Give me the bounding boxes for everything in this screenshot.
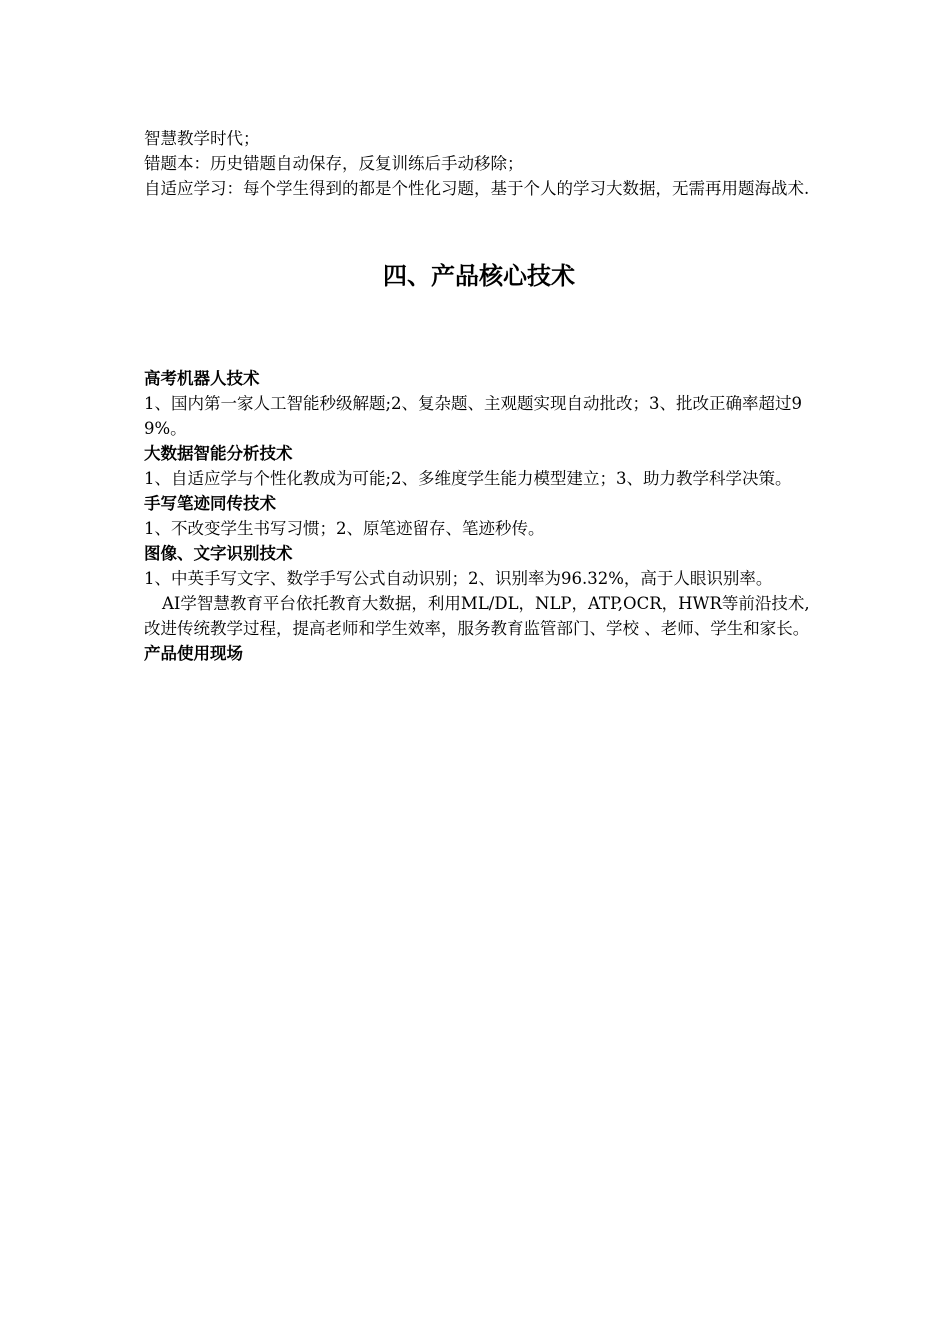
tech-heading: 高考机器人技术 — [144, 369, 260, 388]
intro-line: 自适应学习：每个学生得到的都是个性化习题，基于个人的学习大数据，无需再用题海战术. — [144, 179, 810, 198]
tech-body: 1、自适应学与个性化教成为可能;2、多维度学生能力模型建立；3、助力教学科学决策。 — [144, 469, 792, 488]
tech-heading: 手写笔迹同传技术 — [144, 494, 276, 513]
summary-paragraph: AI学智慧教育平台依托教育大数据，利用ML/DL，NLP，ATP,OCR，HWR等前沿技术,改进传统教学过程，提高老师和学生效率，服务教育监管部门、学校 、老师、学生和家长。 — [144, 594, 810, 638]
tech-heading: 大数据智能分析技术 — [144, 444, 293, 463]
final-heading: 产品使用现场 — [144, 644, 243, 663]
intro-line: 错题本：历史错题自动保存，反复训练后手动移除； — [144, 154, 524, 173]
technology-section — [144, 366, 814, 666]
document-page — [144, 126, 814, 663]
tech-body: 1、中英手写文字、数学手写公式自动识别；2、识别率为96.32%，高于人眼识别率。 — [144, 569, 773, 588]
tech-body: 1、不改变学生书写习惯；2、原笔迹留存、笔迹秒传。 — [144, 519, 545, 538]
tech-body: 1、国内第一家人工智能秒级解题;2、复杂题、主观题实现自动批改；3、批改正确率超过99%。 — [144, 394, 803, 438]
intro-line: 智慧教学时代； — [144, 129, 260, 148]
section-title: 四、产品核心技术 — [383, 262, 575, 290]
tech-heading: 图像、文字识别技术 — [144, 544, 293, 563]
